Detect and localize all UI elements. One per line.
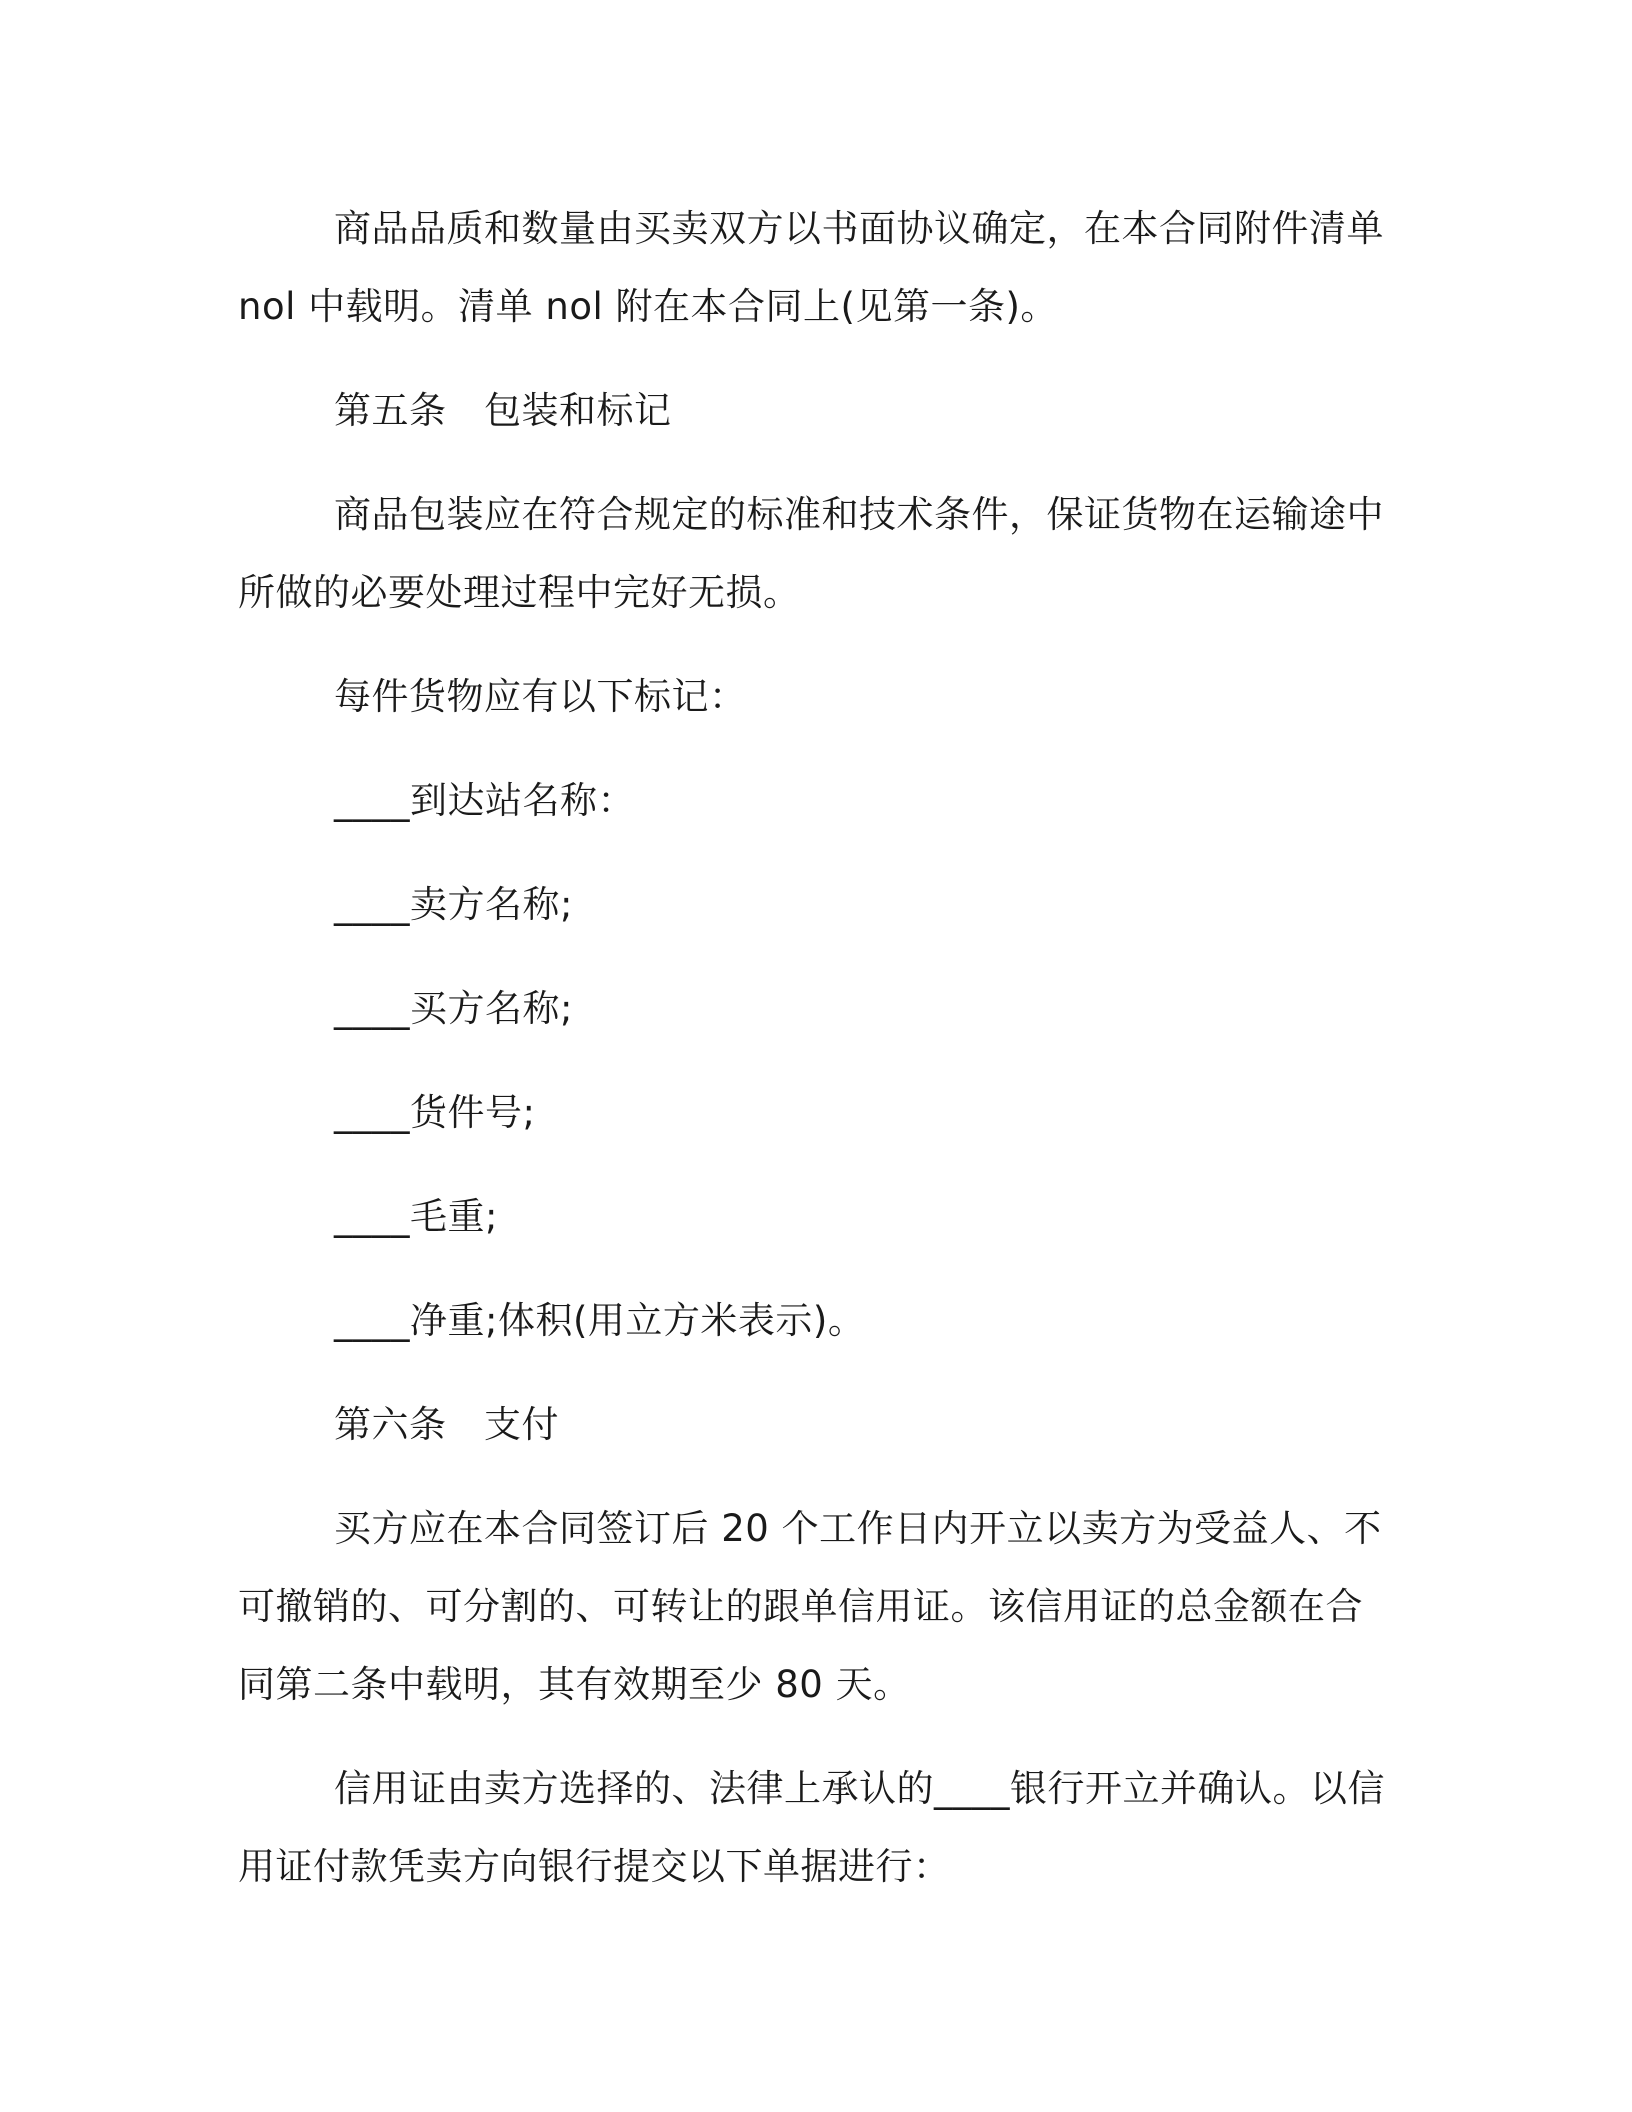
mark-item-package-number: ____货件号; <box>334 1091 536 1134</box>
document-body <box>238 190 1388 1932</box>
article-5-heading: 第五条 包装和标记 <box>334 389 672 432</box>
article-6-heading: 第六条 支付 <box>334 1403 559 1446</box>
paragraph-packaging: 商品包装应在符合规定的标准和技术条件，保证货物在运输途中所做的必要处理过程中完好无损。 <box>238 493 1384 614</box>
paragraph-marking-intro: 每件货物应有以下标记： <box>334 675 747 718</box>
mark-item-net-weight-volume: ____净重;体积(用立方米表示)。 <box>334 1299 866 1342</box>
paragraph-bank-documents: 信用证由卖方选择的、法律上承认的____银行开立并确认。以信用证付款凭卖方向银行提交以下单据进行： <box>238 1767 1385 1888</box>
mark-item-gross-weight: ____毛重; <box>334 1195 498 1238</box>
mark-item-destination: ____到达站名称： <box>334 779 635 822</box>
paragraph-quality-quantity: 商品品质和数量由买卖双方以书面协议确定，在本合同附件清单 nol 中载明。清单 nol 附在本合同上(见第一条)。 <box>238 207 1384 328</box>
mark-item-seller: ____卖方名称; <box>334 883 573 926</box>
mark-item-buyer: ____买方名称; <box>334 987 573 1030</box>
paragraph-letter-of-credit: 买方应在本合同签订后 20 个工作日内开立以卖方为受益人、不可撤销的、可分割的、可转让的跟单信用证。该信用证的总金额在合同第二条中载明，其有效期至少 80 天。 <box>238 1507 1382 1706</box>
